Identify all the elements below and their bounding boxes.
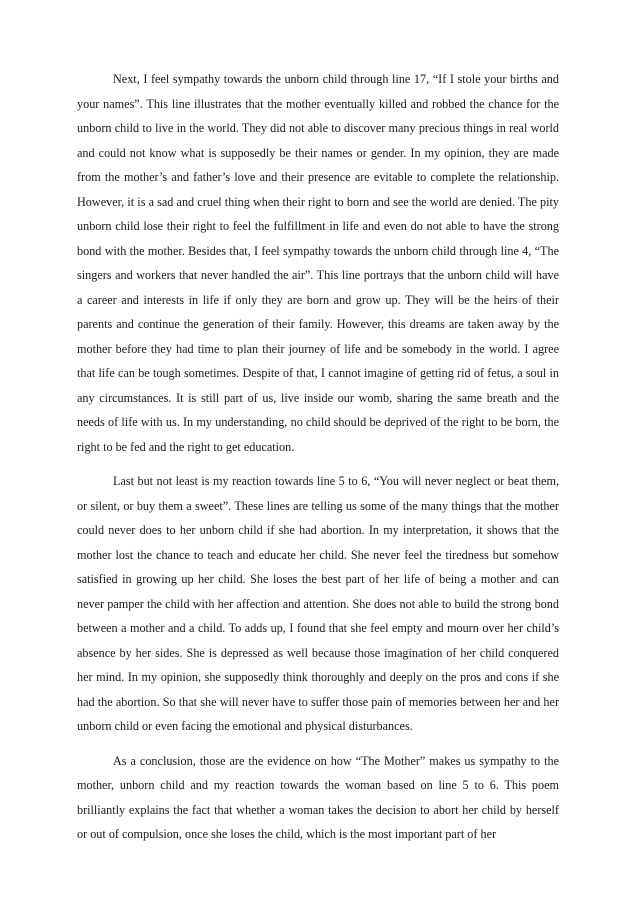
paragraph-reaction-lines-5-6: Last but not least is my reaction towards line 5 to 6, “You will never neglect or beat them, or silent, or buy them a sweet”. These lines are telling us some of the many things that the mother could never does to her unborn child if she had abortion. In my interpretation, it shows that the mother lost the chance to teach and educate her child. She never feel the tiredness but somehow satisfied in growing up her child. She loses the best part of her life of being a mother and can never pamper the child with her affection and attention. She does not able to build the strong bond between a mother and a child. To adds up, I found that she feel empty and mourn over her child’s absence by her sides. She is depressed as well because those imagination of her child conquered her mind. In my opinion, she supposedly think thoroughly and deeply on the pros and cons if she had the abortion. So that she will never have to suffer those pain of memories between her and her unborn child or even facing the emotional and physical disturbances. <box>77 474 559 733</box>
document-body <box>77 67 559 857</box>
paragraph-sympathy-unborn-child: Next, I feel sympathy towards the unborn child through line 17, “If I stole your births and your names”. This line illustrates that the mother eventually killed and robbed the chance for the unborn child to live in the world. They did not able to discover many precious things in real world and could not know what is supposedly be their names or gender. In my opinion, they are made from the mother’s and father’s love and their presence are evitable to complete the relationship. However, it is a sad and cruel thing when their right to born and see the world are denied. The pity unborn child lose their right to feel the fulfillment in life and even do not able to have the strong bond with the mother. Besides that, I feel sympathy towards the unborn child through line 4, “The singers and workers that never handled the air”. This line portrays that the unborn child will have a career and interests in life if only they are born and grow up. They will be the heirs of their parents and continue the generation of their family. However, this dreams are taken away by the mother before they had time to plan their journey of life and be somebody in the world. I agree that life can be tough sometimes. Despite of that, I cannot imagine of getting rid of fetus, a soul in any circumstances. It is still part of us, live inside our womb, sharing the same breath and the needs of life with us. In my understanding, no child should be deprived of the right to be born, the right to be fed and the right to get education. <box>77 72 559 454</box>
paragraph-conclusion: As a conclusion, those are the evidence on how “The Mother” makes us sympathy to the mother, unborn child and my reaction towards the woman based on line 5 to 6. This poem brilliantly explains the fact that whether a woman takes the decision to abort her child by herself or out of compulsion, once she loses the child, which is the most important part of her <box>77 753 559 841</box>
